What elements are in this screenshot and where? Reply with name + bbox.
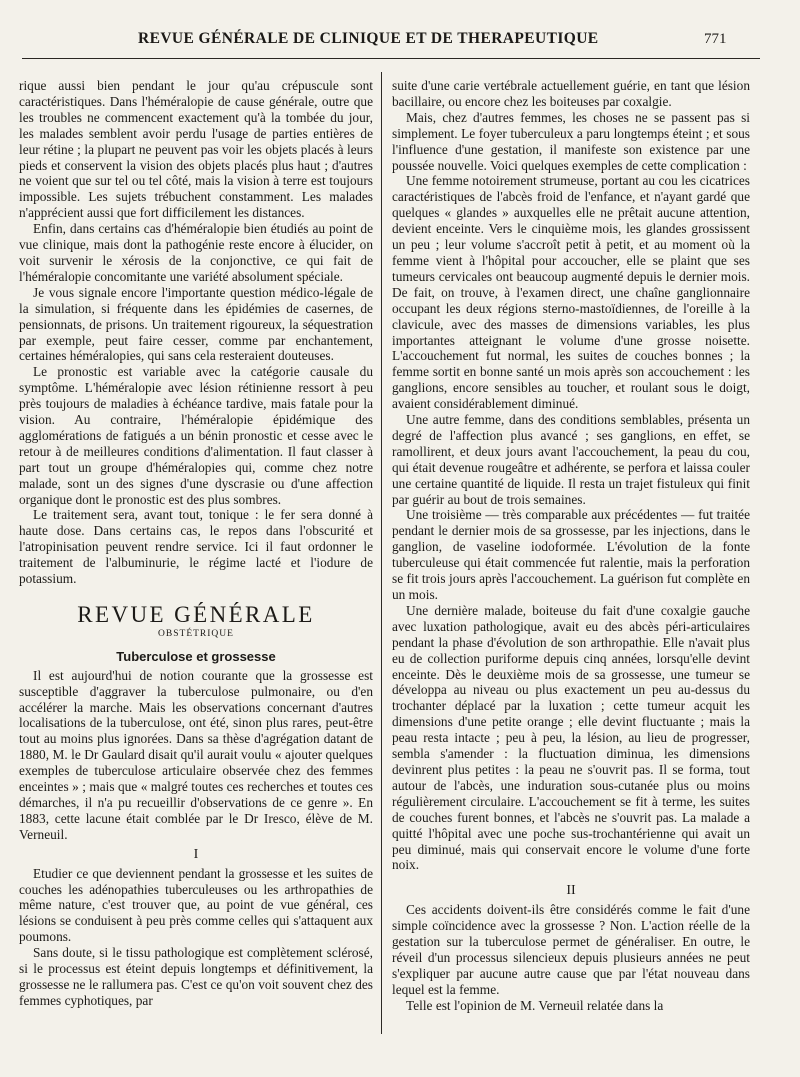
header-rule [22,58,760,59]
paragraph: Une dernière malade, boiteuse du fait d'une coxalgie gauche avec luxation pathologique, avait eu des abcès péri-articulaires pendant la phase d'évolution de son arthropathie. Elle n'avait plus eu de collection puriforme depuis cinq années, lorsqu'elle devint enceinte. Dès le deuxième mois de sa grossesse, une tumeur se développa au niveau ou plus exactement un peu au-dessus du trochanter déplacé par la luxation ; cette tumeur acquit les dimensions d'une petite orange ; elle devint fluctuante ; mais la peau resta intacte ; peu à peu, la lésion, au lieu de progresser, sembla s'amender : la fluctuation diminua, les dimensions devinrent plus petites : la peau ne s'ouvrit pas. Il se forma, tout autour de l'abcès, une induration sous-cutanée plus ou moins régulièrement circulaire. L'accouchement se fit à terme, les suites de couches furent bonnes, et l'abcès ne s'ouvrit pas. La malade a quitté l'hôpital avec une poche sus-trochantérienne qui avait un peu diminué, mais qui conservait encore le volume d'une forte noix. [392,602,750,873]
paragraph: Ces accidents doivent-ils être considérés comme le fait d'une simple coïncidence avec la grossesse ? Non. L'action réelle de la gestation sur la tuberculose permet de généraliser. En outre, le réveil d'un processus silencieux depuis plusieurs années ne peut s'expliquer par aucune autre cause que par l'état nouveau dans lequel est la femme. [392,902,750,997]
article-title: Tuberculose et grossesse [116,648,276,664]
paragraph: Le traitement sera, avant tout, tonique : le fer sera donné à haute dose. Dans certains cas, le repos dans l'obscurité et l'atropinisation peuvent rendre service. Ici il faut ordonner le traitement de l'albuminurie, le régime lacté et l'iodure de potassium. [19,507,373,587]
paragraph: Telle est l'opinion de M. Verneuil relatée dans la [406,997,664,1013]
paragraph: Je vous signale encore l'importante question médico-légale de la simulation, si fréquente dans les épidémies de casernes, de pensionnats, de prisons. Un traitement rigoureux, la séquestration par exemple, peut faire cesser, comme par enchantement, certaines héméralopies, qui sans cela resteraient douteuses. [19,284,373,364]
paragraph: Une troisième — très comparable aux précédentes — fut traitée pendant le dernier mois de sa grossesse, par les injections, dans le ganglion, de vaseline iodoformée. L'évolution de la fonte tuberculeuse qui était commencée fut ralentie, mais la perforation se fit trois jours après l'accouchement. La guérison fut complète en un mois. [392,507,750,602]
paragraph: Mais, chez d'autres femmes, les choses ne se passent pas si simplement. Le foyer tuberculeux a paru longtemps éteint ; et sous l'influence d'une gestation, il manifeste son existence par une poussée nouvelle. Voici quelques exemples de cette complication : [392,109,750,173]
paragraph: Il est aujourd'hui de notion courante que la grossesse est susceptible d'aggraver la tuberculose pulmonaire, ou d'en accélérer la marche. Mais les observations concernant d'autres localisations de la tuberculose, ont été, sinon plus rares, peut-être tout au moins plus ignorées. Dans sa thèse d'agrégation datant de 1880, M. le Dr Gaulard disait qu'il aurait voulu « ajouter quelques exemples de tuberculose articulaire observée chez des femmes enceintes » ; mais que « malgré toutes ces recherches et toutes ces démarches, il n'a pu recueillir d'observations de ce genre ». En 1883, cette lacune était comblée par le Dr Iresco, élève de M. Verneuil. [19,667,373,842]
paragraph: rique aussi bien pendant le jour qu'au crépuscule sont caractéristiques. Dans l'héméralopie de cause générale, outre que les troubles ne commencent exactement qu'à la tombée du jour, les malades semblent avoir perdu l'usage de parties entières de leur rétine ; la plupart ne peuvent pas voir les objets placés à leurs pieds et conservent la vision des objets placés plus haut ; d'autres ne voient que sur tel ou tel côté, mais la vision à terre est toujours impossible. Les sujets trébuchent constamment. Les malades n'apprécient aussi que fort difficilement les distances. [19,78,373,221]
page-header [0,28,800,54]
part-numeral: II [566,883,576,899]
paragraph: Une femme notoirement strumeuse, portant au cou les cicatrices caractéristiques de l'abcès froid de l'enfance, et n'ayant gardé que quelques « glandes » auxquelles elle ne prêtait aucune attention, devient enceinte. Vers le cinquième mois, les glandes grossissent un peu ; leur volume s'accroît petit à petit, et au moment où la femme vient à l'hôpital pour accoucher, elle se plaint que ses tumeurs cervicales ont beaucoup augmenté depuis le dernier mois. De fait, on trouve, à l'examen direct, une chaîne ganglionnaire occupant les deux régions sterno-mastoïdiennes, de l'oreille à la clavicule, avec des masses de dimensions variables, les plus importantes atteignant le volume d'une grosse noisette. L'accouchement fut normal, les suites de couches bonnes ; la femme sortit en bonne santé un mois après son accouchement : les ganglions, encore sensibles au toucher, et roulant sous le doigt, avaient considérablement diminué. [392,173,750,412]
left-column [19,78,373,1009]
section-rubric: OBSTÉTRIQUE [158,628,234,639]
column-divider [381,72,382,1034]
paragraph: Une autre femme, dans des conditions semblables, présenta un degré de l'affection plus avancé ; ses ganglions, en effet, se ramollirent, et deux jours avant l'accouchement, la peau du cou, qui était devenue rougeâtre et adhérente, se perfora et laissa couler une certaine quantité de liquide. Il resta un trajet fistuleux qui finit par guérir au bout de trois semaines. [392,412,750,507]
paragraph: suite d'une carie vertébrale actuellement guérie, en tant que lésion bacillaire, ou encore chez les boiteuses par coxalgie. [392,78,750,109]
paragraph: Sans doute, si le tissu pathologique est complètement sclérosé, si le processus est éteint depuis longtemps et définitivement, la grossesse ne le rallumera pas. C'est ce qu'on voit souvent chez des femmes cyphotiques, par [19,945,373,1008]
page-number: 771 [704,31,727,47]
paragraph: Etudier ce que deviennent pendant la grossesse et les suites de couches les adénopathies tuberculeuses ou les arthropathies de même nature, c'est trouver que, au point de vue général, ces lésions se conduisent à peu près comme celles qui s'attaquent aux poumons. [19,865,373,945]
paragraph: Enfin, dans certains cas d'héméralopie bien étudiés au point de vue clinique, mais dont la pathogénie reste encore à élucider, on voit survenir le xérosis de la conjonctive, ce qui fait de l'héméralopie concomitante une variété absolument spéciale. [19,221,373,284]
running-title: REVUE GÉNÉRALE DE CLINIQUE ET DE THERAPEUTIQUE [138,30,599,47]
paragraph: Le pronostic est variable avec la catégorie causale du symptôme. L'héméralopie avec lésion rétinienne ressort à peu près toujours de maladies à échéance tardive, mais fatale pour la vision. Au contraire, l'héméralopie épidémique des agglomérations de fatigués a un bénin pronostic et cesse avec le retour à de meilleures conditions d'alimentation. Il faut classer à part tout un groupe d'héméralopies qui, comme chez notre malade, sont un des signes d'une dyscrasie ou d'une affection organique dont le pronostic est des plus sombres. [19,364,373,507]
section-title: REVUE GÉNÉRALE [77,602,315,627]
part-numeral: I [193,846,199,862]
right-column [392,78,750,1014]
